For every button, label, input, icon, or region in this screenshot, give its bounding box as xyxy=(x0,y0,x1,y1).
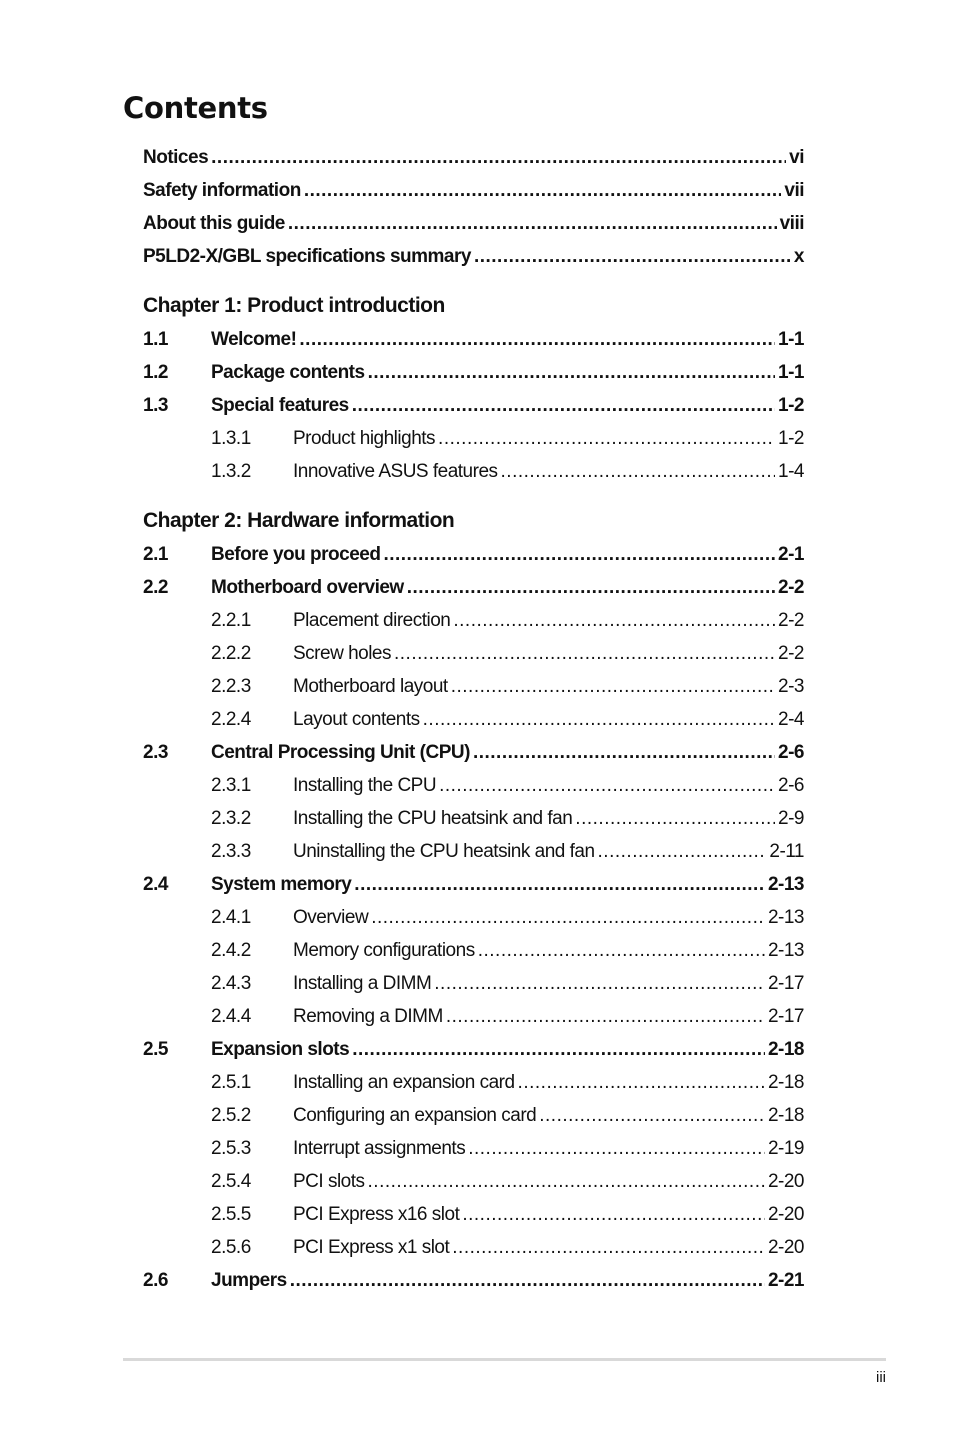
dot-leader xyxy=(439,769,775,802)
toc-entry-number: 1.3 xyxy=(143,395,168,416)
toc-entry-title: Welcome! xyxy=(211,329,297,350)
toc-entry-number: 2.4 xyxy=(143,874,168,895)
toc-entry-number: 2.5.2 xyxy=(211,1105,251,1126)
toc-entry-number: 1.3.1 xyxy=(211,428,251,449)
toc-entry-page: 2-2 xyxy=(778,643,804,664)
toc-entry-number: 1.1 xyxy=(143,329,168,350)
dot-leader xyxy=(473,736,775,769)
dot-leader xyxy=(368,356,775,389)
toc-entry-number: 2.4.3 xyxy=(211,973,251,994)
toc-entry-title: Notices xyxy=(143,147,209,168)
toc-entry-page: 2-6 xyxy=(778,742,804,763)
toc-entry-number: 2.5.5 xyxy=(211,1204,251,1225)
toc-entry-title: Special features xyxy=(211,395,349,416)
footer-divider xyxy=(123,1358,886,1361)
toc-entry[interactable] xyxy=(143,1132,804,1165)
toc-entry-number: 2.1 xyxy=(143,544,168,565)
toc-entry[interactable] xyxy=(143,835,804,868)
dot-leader xyxy=(575,802,775,835)
toc-entry-number: 2.5.1 xyxy=(211,1072,251,1093)
toc-entry-title: Safety information xyxy=(143,180,301,201)
toc-entry[interactable] xyxy=(143,769,804,802)
toc-entry-number: 2.4.4 xyxy=(211,1006,251,1027)
toc-entry-title: PCI Express x16 slot xyxy=(293,1204,460,1225)
toc-entry-number: 2.3.1 xyxy=(211,775,251,796)
dot-leader xyxy=(368,1165,765,1198)
toc-entry[interactable] xyxy=(143,703,804,736)
toc-entry-title: Innovative ASUS features xyxy=(293,461,498,482)
toc-entry[interactable] xyxy=(143,174,804,207)
toc-entry-number: 2.2 xyxy=(143,577,168,598)
toc-entry-page: 2-17 xyxy=(767,1006,804,1027)
toc-entry[interactable] xyxy=(143,934,804,967)
toc-entry-page: 2-1 xyxy=(778,544,804,565)
toc-entry-number: 2.3 xyxy=(143,742,168,763)
dot-leader xyxy=(451,670,775,703)
toc-entry[interactable] xyxy=(143,1198,804,1231)
dot-leader xyxy=(394,637,775,670)
toc-entry[interactable] xyxy=(143,1033,804,1066)
toc-entry-title: Before you proceed xyxy=(211,544,381,565)
dot-leader xyxy=(371,901,765,934)
toc-entry-title: Memory configurations xyxy=(293,940,475,961)
toc-entry[interactable] xyxy=(143,240,804,273)
toc-entry-number: 2.2.1 xyxy=(211,610,251,631)
toc-entry-title: Motherboard overview xyxy=(211,577,404,598)
toc-entry[interactable] xyxy=(143,802,804,835)
toc-entry-number: 1.3.2 xyxy=(211,461,251,482)
toc-entry-page: viii xyxy=(779,213,804,234)
toc-entry-title: Jumpers xyxy=(211,1270,287,1291)
toc-entry-page: 1-2 xyxy=(778,428,804,449)
dot-leader xyxy=(423,703,775,736)
dot-leader xyxy=(539,1099,765,1132)
dot-leader xyxy=(290,1264,765,1297)
dot-leader xyxy=(518,1066,765,1099)
toc-entry-title: Installing a DIMM xyxy=(293,973,432,994)
toc-entry[interactable] xyxy=(143,670,804,703)
toc-entry-number: 2.4.1 xyxy=(211,907,251,928)
toc-entry-title: P5LD2-X/GBL specifications summary xyxy=(143,246,471,267)
toc-entry-page: 1-2 xyxy=(778,395,804,416)
toc-entry-number: 2.3.3 xyxy=(211,841,251,862)
toc-entry-title: Package contents xyxy=(211,362,365,383)
toc-entry[interactable] xyxy=(143,868,804,901)
toc-entry-title: PCI Express x1 slot xyxy=(293,1237,450,1258)
toc-entry-number: 2.5.6 xyxy=(211,1237,251,1258)
dot-leader xyxy=(462,1198,765,1231)
toc-entry[interactable] xyxy=(143,1264,804,1297)
toc-entry-page: vii xyxy=(784,180,804,201)
toc-entry[interactable] xyxy=(143,422,804,455)
chapter-title: Chapter 1: Product introduction xyxy=(143,294,445,317)
toc-entry[interactable] xyxy=(143,604,804,637)
dot-leader xyxy=(474,240,791,273)
toc-entry-page: 2-2 xyxy=(778,610,804,631)
toc-entry-page: 2-13 xyxy=(767,940,804,961)
dot-leader xyxy=(354,868,765,901)
dot-leader xyxy=(438,422,775,455)
toc-entry[interactable] xyxy=(143,1231,804,1264)
toc-entry-title: Expansion slots xyxy=(211,1039,350,1060)
toc-entry-number: 2.3.2 xyxy=(211,808,251,829)
chapter-heading xyxy=(143,273,804,323)
toc-entry-number: 2.5.4 xyxy=(211,1171,251,1192)
toc-entry-page: 2-3 xyxy=(778,676,804,697)
toc-entry[interactable] xyxy=(143,1099,804,1132)
toc-entry[interactable] xyxy=(143,1000,804,1033)
dot-leader xyxy=(468,1132,765,1165)
toc-entry-title: PCI slots xyxy=(293,1171,365,1192)
toc-entry[interactable] xyxy=(143,323,804,356)
toc-entry-title: Screw holes xyxy=(293,643,391,664)
toc-entry[interactable] xyxy=(143,356,804,389)
toc-entry-page: 1-4 xyxy=(778,461,804,482)
toc-entry-title: Interrupt assignments xyxy=(293,1138,466,1159)
toc-entry[interactable] xyxy=(143,967,804,1000)
chapter-title: Chapter 2: Hardware information xyxy=(143,509,455,532)
toc-entry-number: 2.2.4 xyxy=(211,709,251,730)
toc-entry-title: Installing the CPU xyxy=(293,775,437,796)
toc-entry-title: Placement direction xyxy=(293,610,451,631)
toc-entry[interactable] xyxy=(143,571,804,604)
dot-leader xyxy=(407,571,775,604)
toc-entry-page: 1-1 xyxy=(778,329,804,350)
toc-entry-page: 2-18 xyxy=(767,1039,804,1060)
toc-entry-page: 2-17 xyxy=(767,973,804,994)
toc-entry-title: Uninstalling the CPU heatsink and fan xyxy=(293,841,595,862)
dot-leader xyxy=(434,967,765,1000)
toc-entry[interactable] xyxy=(143,1066,804,1099)
toc-entry-title: Central Processing Unit (CPU) xyxy=(211,742,470,763)
toc-entry-title: Configuring an expansion card xyxy=(293,1105,537,1126)
toc-entry-page: 2-13 xyxy=(767,874,804,895)
toc-entry-page: 2-19 xyxy=(767,1138,804,1159)
toc-entry-page: vi xyxy=(789,147,804,168)
toc-entry-title: Overview xyxy=(293,907,369,928)
toc-entry-page: 2-21 xyxy=(767,1270,804,1291)
chapter-heading xyxy=(143,488,804,538)
toc-entry-number: 2.5 xyxy=(143,1039,168,1060)
dot-leader xyxy=(304,174,782,207)
dot-leader xyxy=(211,141,786,174)
toc-entry-page: 2-13 xyxy=(767,907,804,928)
toc-entry-page: 2-6 xyxy=(778,775,804,796)
toc-entry-number: 1.2 xyxy=(143,362,168,383)
toc-entry[interactable] xyxy=(143,389,804,422)
toc-entry-page: 2-9 xyxy=(778,808,804,829)
dot-leader xyxy=(383,538,775,571)
toc-entry-number: 2.2.3 xyxy=(211,676,251,697)
dot-leader xyxy=(452,1231,765,1264)
toc-entry-title: About this guide xyxy=(143,213,285,234)
toc-entry-title: Installing an expansion card xyxy=(293,1072,515,1093)
toc-entry[interactable] xyxy=(143,141,804,174)
toc-entry-title: Motherboard layout xyxy=(293,676,448,697)
toc-entry-page: 1-1 xyxy=(778,362,804,383)
dot-leader xyxy=(288,207,777,240)
toc-entry-page: 2-20 xyxy=(767,1237,804,1258)
toc-entry-page: 2-18 xyxy=(767,1072,804,1093)
dot-leader xyxy=(598,835,767,868)
dot-leader xyxy=(352,1033,765,1066)
toc-entry-page: 2-2 xyxy=(778,577,804,598)
dot-leader xyxy=(446,1000,765,1033)
toc-entry[interactable] xyxy=(143,207,804,240)
dot-leader xyxy=(352,389,775,422)
toc-entry-title: Removing a DIMM xyxy=(293,1006,443,1027)
toc-entry-title: Layout contents xyxy=(293,709,420,730)
toc-entry[interactable] xyxy=(143,538,804,571)
dot-leader xyxy=(501,455,776,488)
toc-entry[interactable] xyxy=(143,1165,804,1198)
dot-leader xyxy=(299,323,775,356)
toc-entry-number: 2.6 xyxy=(143,1270,168,1291)
toc-entry-title: Installing the CPU heatsink and fan xyxy=(293,808,573,829)
page-number: iii xyxy=(876,1369,886,1386)
toc-entry-page: 2-18 xyxy=(767,1105,804,1126)
toc-entry-page: x xyxy=(793,246,804,267)
toc-entry-number: 2.2.2 xyxy=(211,643,251,664)
toc-entry-page: 2-20 xyxy=(767,1204,804,1225)
dot-leader xyxy=(478,934,765,967)
toc-entry[interactable] xyxy=(143,901,804,934)
dot-leader xyxy=(453,604,775,637)
toc-entry[interactable] xyxy=(143,736,804,769)
toc-entry-page: 2-4 xyxy=(778,709,804,730)
table-of-contents xyxy=(143,141,804,1297)
toc-entry-title: System memory xyxy=(211,874,352,895)
toc-entry-page: 2-20 xyxy=(767,1171,804,1192)
toc-entry[interactable] xyxy=(143,455,804,488)
toc-entry-title: Product highlights xyxy=(293,428,436,449)
toc-entry[interactable] xyxy=(143,637,804,670)
toc-entry-number: 2.4.2 xyxy=(211,940,251,961)
page-title: Contents xyxy=(123,91,268,125)
toc-entry-page: 2-11 xyxy=(769,841,804,862)
toc-entry-number: 2.5.3 xyxy=(211,1138,251,1159)
